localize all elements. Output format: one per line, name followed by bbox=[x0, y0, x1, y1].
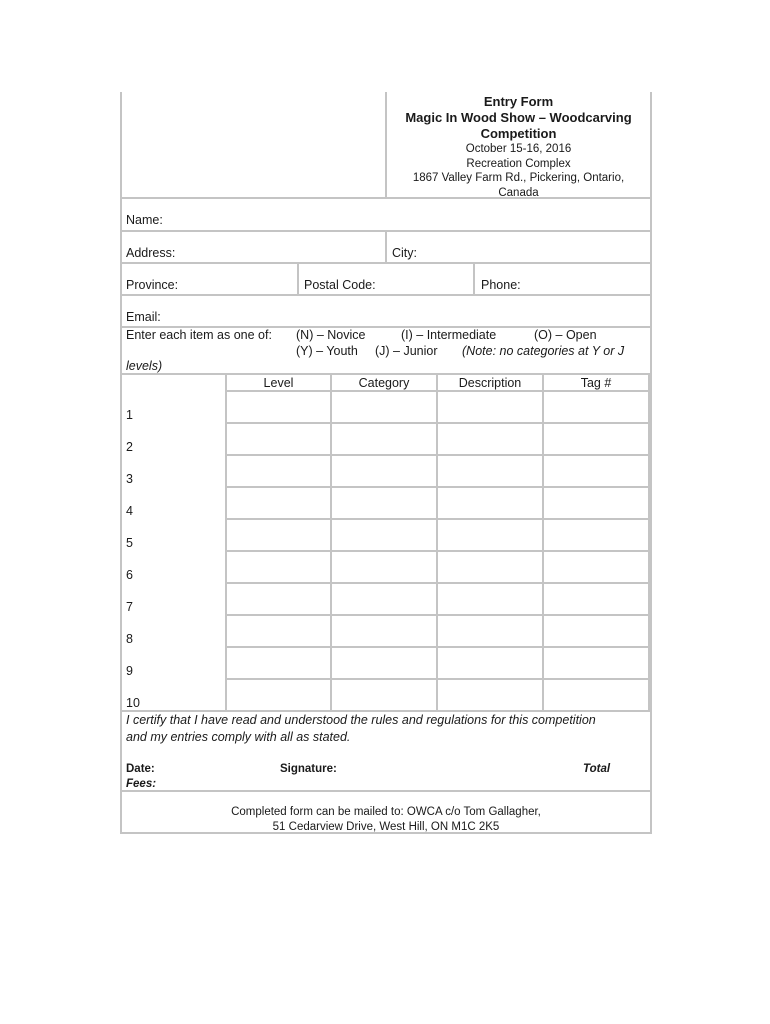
certify-statement-line1: I certify that I have read and understood the rules and regulations for this competition bbox=[126, 713, 596, 727]
table-row-number: 4 bbox=[126, 504, 133, 518]
form-header bbox=[386, 94, 651, 200]
column-header-tag: Tag # bbox=[580, 376, 612, 390]
form-title: Entry Form bbox=[483, 94, 554, 109]
certify-statement-line2: and my entries comply with all as stated. bbox=[126, 730, 351, 744]
table-row-line bbox=[225, 550, 650, 552]
table-row-number: 1 bbox=[126, 408, 133, 422]
address-field-label[interactable]: Address: bbox=[126, 246, 176, 260]
table-row-line bbox=[225, 390, 650, 392]
total-fees-label[interactable]: Total bbox=[583, 763, 611, 775]
table-row-line bbox=[225, 518, 650, 520]
table-row-number: 6 bbox=[126, 568, 133, 582]
event-address-line2: Canada bbox=[498, 186, 539, 199]
province-postal-divider bbox=[297, 262, 299, 295]
mailing-instructions-line1: Completed form can be mailed to: OWCA c/o Tom Gallagher, bbox=[231, 806, 541, 818]
table-row-number: 9 bbox=[126, 664, 133, 678]
rule bbox=[120, 790, 652, 792]
table-row-number: 7 bbox=[126, 600, 133, 614]
signature-field-label[interactable]: Signature: bbox=[280, 763, 337, 775]
table-row-number: 3 bbox=[126, 472, 133, 486]
rule bbox=[120, 262, 652, 264]
table-row-line bbox=[225, 582, 650, 584]
level-open: (O) – Open bbox=[534, 328, 597, 342]
column-header-category: Category bbox=[358, 376, 410, 390]
address-city-divider bbox=[385, 230, 387, 263]
level-novice: (N) – Novice bbox=[296, 328, 366, 342]
rule bbox=[120, 710, 652, 712]
table-row-number: 10 bbox=[126, 696, 140, 710]
table-row-line bbox=[225, 422, 650, 424]
column-header-description: Description bbox=[458, 376, 522, 390]
event-venue: Recreation Complex bbox=[466, 157, 571, 170]
form-left-border bbox=[120, 92, 122, 834]
total-fees-label-continued: Fees: bbox=[126, 778, 157, 790]
date-field-label[interactable]: Date: bbox=[126, 763, 155, 775]
province-field-label[interactable]: Province: bbox=[126, 278, 179, 292]
rule bbox=[120, 294, 652, 296]
email-field-label[interactable]: Email: bbox=[126, 310, 161, 324]
levels-note-continued: levels) bbox=[126, 359, 163, 373]
table-row-number: 2 bbox=[126, 440, 133, 454]
name-field-label[interactable]: Name: bbox=[126, 213, 163, 227]
levels-intro: Enter each item as one of: bbox=[126, 328, 272, 342]
postal-phone-divider bbox=[473, 262, 475, 295]
levels-note: (Note: no categories at Y or J bbox=[462, 344, 625, 358]
table-row-line bbox=[225, 646, 650, 648]
event-dates: October 15-16, 2016 bbox=[465, 143, 572, 155]
level-junior: (J) – Junior bbox=[375, 344, 438, 358]
city-field-label[interactable]: City: bbox=[392, 246, 417, 260]
postal-code-field-label[interactable]: Postal Code: bbox=[304, 278, 376, 292]
table-row-line bbox=[225, 678, 650, 680]
event-address-line1: 1867 Valley Farm Rd., Pickering, Ontario, bbox=[412, 172, 625, 184]
event-name-line2: Competition bbox=[480, 126, 557, 141]
level-youth: (Y) – Youth bbox=[296, 344, 358, 358]
form-right-border bbox=[650, 92, 652, 834]
table-row-number: 8 bbox=[126, 632, 133, 646]
level-intermediate: (I) – Intermediate bbox=[401, 328, 497, 342]
table-row-line bbox=[225, 486, 650, 488]
table-row-line bbox=[225, 454, 650, 456]
table-row-number: 5 bbox=[126, 536, 133, 550]
column-header-level: Level bbox=[263, 376, 294, 390]
phone-field-label[interactable]: Phone: bbox=[481, 278, 521, 292]
mailing-address: 51 Cedarview Drive, West Hill, ON M1C 2K5 bbox=[272, 821, 500, 833]
rule bbox=[120, 373, 652, 375]
event-name-line1: Magic In Wood Show – Woodcarving bbox=[405, 110, 632, 125]
table-row-line bbox=[225, 614, 650, 616]
